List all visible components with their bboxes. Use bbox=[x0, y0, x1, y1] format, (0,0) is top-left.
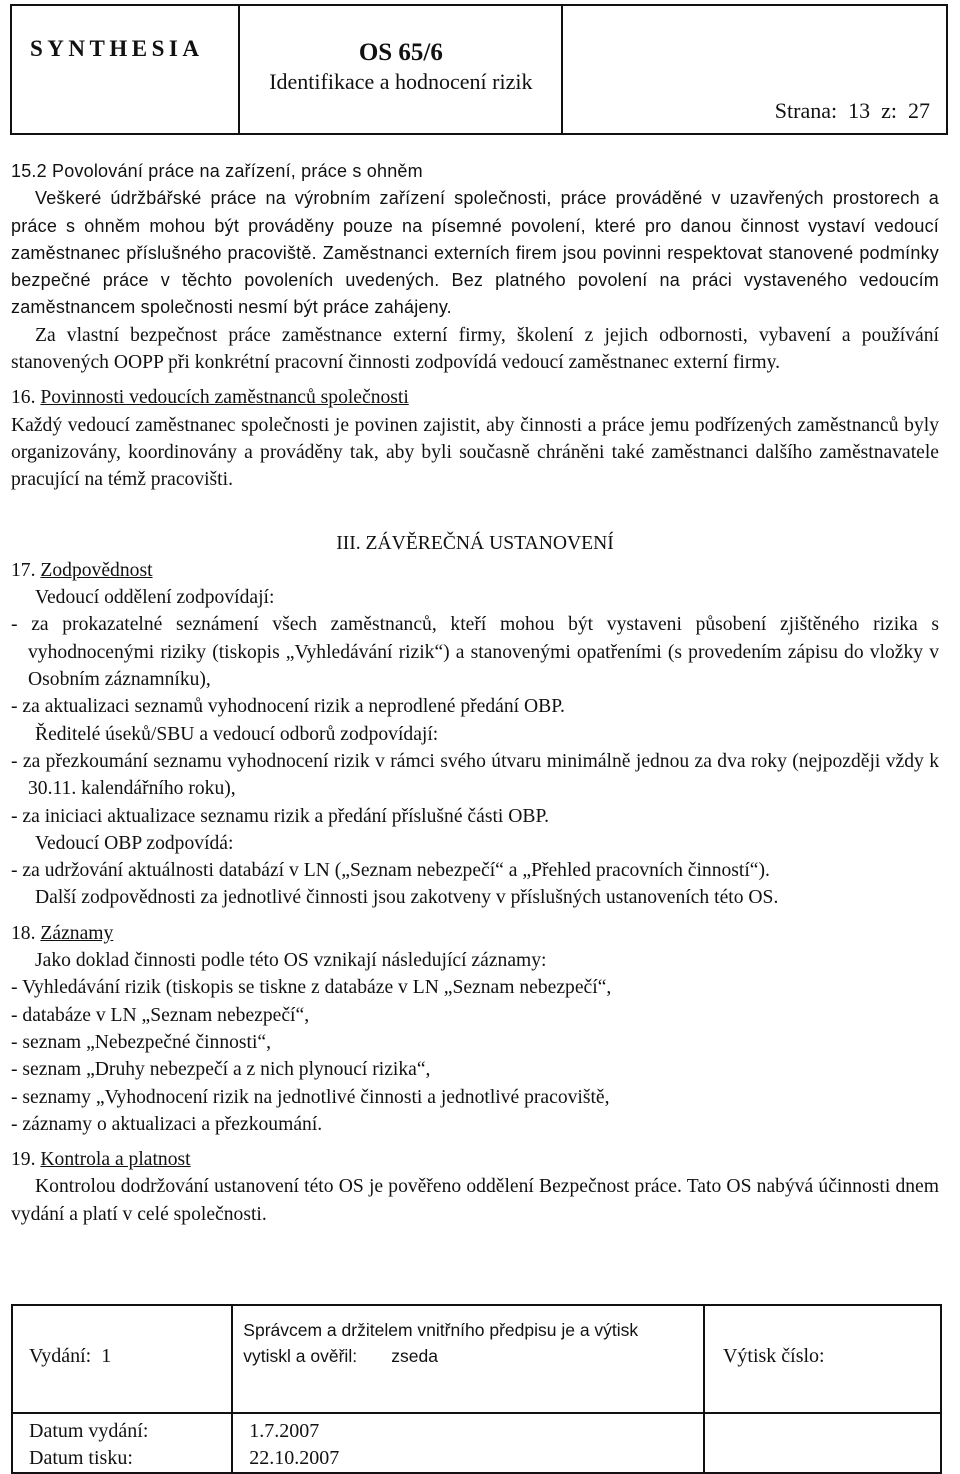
list-item: - seznam „Druhy nebezpečí a z nich plynoucí rizika“, bbox=[11, 1059, 431, 1081]
page-of-label: z: bbox=[881, 98, 897, 123]
part-3-heading: III. ZÁVĚREČNÁ USTANOVENÍ bbox=[336, 532, 614, 554]
page-number: 13 bbox=[848, 98, 871, 123]
section-17-number: 17. bbox=[11, 559, 36, 581]
document-header bbox=[10, 4, 948, 135]
document-identity bbox=[239, 5, 562, 134]
section-17-lead-2: Ředitelé úseků/SBU a vedoucí odborů zodpovídají: bbox=[35, 723, 439, 745]
document-body bbox=[11, 158, 939, 1228]
document-code: OS 65/6 bbox=[358, 39, 443, 66]
list-item: - Vyhledávání rizik (tiskopis se tiskne z databáze v LN „Seznam nebezpečí“, bbox=[11, 977, 612, 999]
section-15-2-paragraph-1: Veškeré údržbářské práce na výrobním zařízení společnosti, práce prováděné v uzavřených prostorech a práce s ohněm mohou být prováděny pouze na písemné povolení, které pro danou činnost vystaví vedoucí zaměstnanec příslušného pracoviště. Zaměstnanci externích firem jsou povinni respektovat stanovené podmínky bezpečné práce v těchto povoleních uvedených. Bez platného povolení na práci vystaveného vedoucím zaměstnancem společnosti nesmí být práce zahájeny. bbox=[11, 188, 939, 318]
print-date-label: Datum tisku: bbox=[29, 1447, 133, 1469]
section-17-item-4: - za iniciaci aktualizace seznamu rizik a předání příslušné části OBP. bbox=[11, 805, 550, 827]
date-values bbox=[232, 1413, 704, 1473]
page-total: 27 bbox=[908, 98, 930, 123]
approved-label: vytiskl a ověřil: bbox=[243, 1346, 358, 1366]
date-labels bbox=[12, 1413, 232, 1473]
section-17-item-3: - za přezkoumání seznamu vyhodnocení rizik v rámci svého útvaru minimálně jednou za dva roky (nejpozději vždy k 30.11. kalendářního roku), bbox=[11, 750, 939, 800]
edition-value: 1 bbox=[101, 1345, 112, 1367]
section-17-item-2: - za aktualizaci seznamů vyhodnocení rizik a neprodlené předání OBP. bbox=[11, 696, 565, 718]
section-18-lead: Jako doklad činnosti podle této OS vznikají následující záznamy: bbox=[35, 950, 547, 972]
section-18-heading bbox=[11, 920, 939, 947]
responsible-text: Správcem a držitelem vnitřního předpisu je a výtisk bbox=[243, 1320, 639, 1340]
responsibility-cell bbox=[232, 1305, 704, 1413]
issue-date-value: 1.7.2007 bbox=[249, 1420, 320, 1442]
section-17-heading bbox=[11, 557, 939, 584]
page-info bbox=[562, 5, 947, 134]
section-17-title: Zodpovědnost bbox=[40, 559, 153, 581]
list-item: - seznam „Nebezpečné činnosti“, bbox=[11, 1031, 272, 1053]
section-16-heading bbox=[11, 384, 939, 411]
section-19-title: Kontrola a platnost bbox=[40, 1149, 191, 1171]
section-17-item-1: - za prokazatelné seznámení všech zaměstnanců, kteří mohou být vystaveni působení zjištěného rizika s vyhodnocenými riziky (tiskopis „Vyhledávání rizik“) a stanovenými opatřeními (s provedením zápisu do vložky v Osobním záznamníku), bbox=[11, 614, 939, 691]
edition-label: Vydání: bbox=[29, 1345, 92, 1367]
section-16-title: Povinnosti vedoucích zaměstnanců společnosti bbox=[40, 387, 409, 409]
section-17-lead-1: Vedoucí oddělení zodpovídají: bbox=[35, 587, 275, 609]
section-17-item-5: - za udržování aktuálnosti databází v LN („Seznam nebezpečí“ a „Přehled pracovních činností“). bbox=[11, 860, 770, 882]
document-footer bbox=[11, 1304, 942, 1474]
approved-value: zseda bbox=[391, 1346, 438, 1366]
section-18-number: 18. bbox=[11, 922, 36, 944]
approval-line bbox=[243, 1343, 703, 1369]
section-19-number: 19. bbox=[11, 1149, 36, 1171]
edition-cell bbox=[12, 1305, 232, 1413]
section-19-paragraph: Kontrolou dodržování ustanovení této OS je pověřeno oddělení Bezpečnost práce. Tato OS nabývá účinnosti dnem vydání a platí v celé společnosti. bbox=[11, 1176, 939, 1225]
page-label: Strana: bbox=[774, 98, 838, 123]
list-item: - záznamy o aktualizaci a přezkoumání. bbox=[11, 1113, 323, 1135]
company-name: SYNTHESIA bbox=[11, 5, 239, 134]
section-16-number: 16. bbox=[11, 387, 36, 409]
copy-number-label: Výtisk číslo: bbox=[704, 1305, 941, 1413]
section-16-paragraph: Každý vedoucí zaměstnanec společnosti je povinen zajistit, aby činnosti a práce jemu podřízených zaměstnanců byly organizovány, koordinovány a prováděny tak, aby byli současně chráněni také zaměstnanci dalšího zaměstnavatele pracující na témž pracovišti. bbox=[11, 414, 939, 491]
document-title: Identifikace a hodnocení rizik bbox=[269, 69, 533, 94]
list-item: - seznamy „Vyhodnocení rizik na jednotlivé činnosti a jednotlivé pracoviště, bbox=[11, 1086, 610, 1108]
copy-number-value bbox=[704, 1413, 941, 1473]
issue-date-label: Datum vydání: bbox=[29, 1420, 149, 1442]
section-17-item-6: Další zodpovědnosti za jednotlivé činnosti jsou zakotveny v příslušných ustanoveních této OS. bbox=[35, 887, 779, 909]
print-date-value: 22.10.2007 bbox=[249, 1447, 340, 1469]
section-18-title: Záznamy bbox=[40, 922, 114, 944]
section-15-2-paragraph-2: Za vlastní bezpečnost práce zaměstnance externí firmy, školení z jejich odbornosti, vybavení a používání stanovených OOPP při konkrétní pracovní činnosti zodpovídá vedoucí zaměstnanec externí firmy. bbox=[11, 324, 939, 374]
section-19-heading bbox=[11, 1146, 939, 1173]
section-15-2-title: 15.2 Povolování práce na zařízení, práce s ohněm bbox=[11, 161, 423, 181]
section-17-lead-3: Vedoucí OBP zodpovídá: bbox=[35, 832, 234, 854]
list-item: - databáze v LN „Seznam nebezpečí“, bbox=[11, 1004, 310, 1026]
